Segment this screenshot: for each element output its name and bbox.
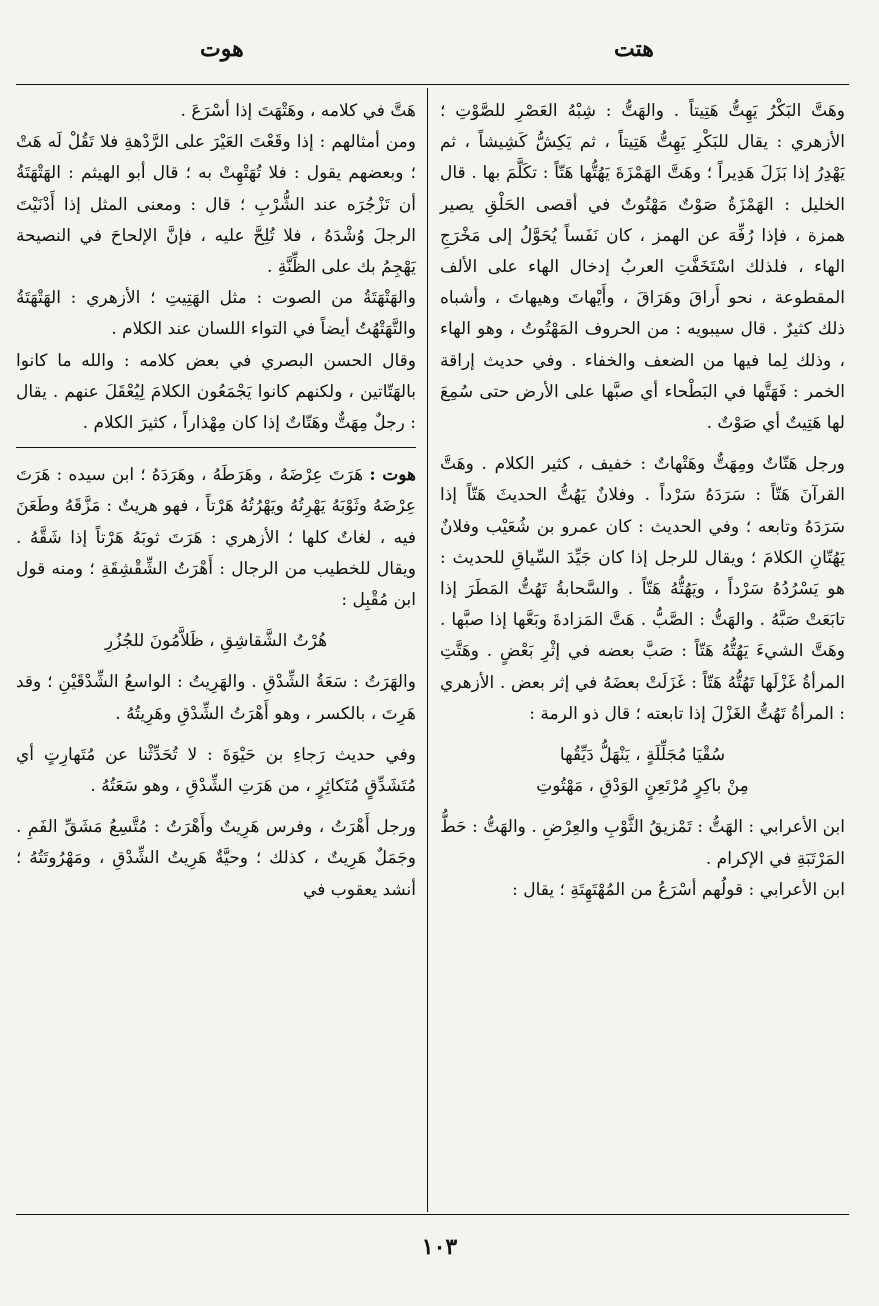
entry-paragraph: وهَتَّ البَكْرُ يَهِتُّ هَتِيتاً . والهَتُّ : شِبْهُ العَصْرِ للصَّوْتِ ؛ الأزهري : يقال للبَكْرِ يَهِتُّ هَتِيتاً ، ثم يَكِشُّ كَشِيشاً ، ثم يَهْدِرُ إذا بَزَلَ هَدِيراً ؛ وهَتَّ الهَمْزَةَ يَهُتُّها هَتّاً : تكَلَّمَ بها . قال الخليل : الهَمْزَةُ صَوْتٌ مَهْتُوتٌ في أقصى الحَلْقِ يصير همزة ، فإذا رُفِّهَ عن الهمز ، كان نَفَساً يُحَوَّلُ إلى مَخْرَجِ الهاء ، فلذلك اسْتَخَفَّتِ العربُ إدخال الهاء على الألف المقطوعة ، نحو أَراقَ وهَرَاقَ ، وأَيْهاتَ وهيهاتَ ، وأشباه ذلك كثيرٌ . قال سيبويه : من الحروف المَهْتُوتُ ، وهو الهاء ، وذلك لِما فيها من الضعف والخفاء . وفي حديث إراقة الخمر : فَهَتَّها في البَطْحاء أي صبَّها على الأرض حتى سُمِعَ لها هَتِيتٌ أي صَوْتٌ . <box>440 101 845 434</box>
poetry-verse: هُرْتُ الشَّقاشِقِ ، ظَلاَّمُونَ للجُزُرِ <box>104 631 328 652</box>
entry-paragraph: ومن أمثالهم : إذا وقَعْتَ العَيْرَ على الرَّدْهةِ فلا تَقُلْ لَه هَتْ ؛ وبعضهم يقول : فلا تُهَتْهِتْ به ؛ قال أبو الهيثم : الهَتْهَتَةُ أن تَزْجُرَه عند الشُّرْبِ ؛ قال : ومعنى المثل إذا أَدْنَيْتَ الرجلَ وُشْدَهُ ، فلا تُلِحَّ عليه ، فإنَّ الإلحاحَ في النصيحة يَهْجِمُ بك على الظِّنَّةِ . <box>16 132 416 278</box>
entry-paragraph <box>16 460 416 616</box>
page-number: ١٠٣ <box>421 1234 458 1260</box>
entry-paragraph: ابن الأعرابي : قولُهم أسْرَعُ من المُهْتَهِتَةِ ؛ يقال : <box>512 879 845 900</box>
headword: هوت : <box>369 465 416 486</box>
entry-separator <box>16 447 416 448</box>
entry-paragraph: ورجل أَهْرَتُ ، وفرس هَرِيتٌ وأَهْرَتُ : مُتَّسِعُ مَشَقِّ الفَمِ . وجَمَلٌ هَرِيتٌ ، كذلك ؛ وحيَّةٌ هَرِيتُ الشِّدْقِ ، ومَهْرُوتَتُهُ ؛ أنشد يعقوب في <box>16 817 416 900</box>
poetry-verse: سُقْيَا مُجَلِّلَةٍ ، يَنْهَلُّ دَيِّقُها <box>559 745 726 766</box>
entry-paragraph: ورجل هَتّاتٌ ومِهَتٌّ وهَتْهاتٌ : خفيف ، كثير الكلام . وهَتَّ القرآنَ هَتّاً : سَرَدَهُ سَرْداً . وفلانٌ يَهُتُّ الحديثَ هَتّاً إذا سَرَدَهُ وتابعه ؛ وفي الحديث : كان عمرو بن شُعَيْب وفلانٌ يَهُتّانِ الكلامَ ؛ ويقال للرجل إذا كان جَيِّدَ السِّياقِ للحديث : هو يَسْرُدُهُ سَرْداً ، ويَهُتُّهُ هَتّاً . والسَّحابةُ تَهُتُّ المَطَرَ إذا تابَعَتْ صَبَّهُ . والهَتُّ : الصَّبُّ . هَتَّ المَزادةَ وبَعَّها إذا صبَّها . وهَتَّ الشيءَ يَهُتُّهُ هَتّاً : صَبَّ بعضه في إثْرِ بَعْضٍ . وهَتَّتِ المرأةُ غَزْلَها تَهُتُّهُ هَتّاً : غَزَلَتْ بعضَهُ في إثر بعض . الأزهري : المرأةُ تَهُتُّ الغَزْلَ إذا تابعته ؛ قال ذو الرمة : <box>440 454 845 724</box>
entry-paragraph: هَتَّ في كلامه ، وهَتْهَتَ إذا أسْرَعَ . <box>180 101 416 121</box>
running-head-left: هوت <box>200 36 244 62</box>
entry-text: هَرَتَ عِرْضَهُ ، وهَرَطَهُ ، وهَرَدَهُ ؛ ابن سيده : هَرَتَ عِرْضَهُ وثَوْبَهُ يَهْرِتُهُ ويَهْرُتُهُ هَرْتاً ، فهو هريتٌ : مَزَّقَهُ وطَعَنَ فيه ، لغاتٌ كلها ؛ الأزهري : هَرَتَ ثوبَهُ هَرْتاً إذا شَقَّهُ . ويقال للخطيب من الرجال : أَهْرَتُ الشِّقْشِقَةِ ؛ ومنه قول ابن مُقْبِل : <box>16 465 416 611</box>
entry-paragraph: ابن الأعرابي : الهَتُّ : تَمْزيقُ الثَّوْبِ والعِرْضِ . والهَتُّ : حَطُّ المَرْتَبَةِ في الإكرام . <box>440 817 845 869</box>
left-column <box>16 96 416 906</box>
entry-paragraph: والهَرَتُ : سَعَةُ الشِّدْقِ . والهَرِيتُ : الواسعُ الشِّدْقَيْنِ ؛ وقد هَرِتَ ، بالكسر ، وهو أَهْرَتُ الشِّدْقِ وهَرِيتُهُ . <box>16 672 416 724</box>
entry-paragraph: وقال الحسن البصري في بعض كلامه : والله ما كانوا بالهَتّاتين ، ولكنهم كانوا يَجْمَعُون الكلامَ لِيُعْقَلَ عنهم . يقال : رجلٌ مِهَتٌّ وهَتّاتٌ إذا كان مِهْذاراً ، كثيرَ الكلام . <box>16 350 416 434</box>
right-column <box>440 96 845 906</box>
column-divider <box>427 88 428 1212</box>
entry-paragraph: والهَتْهَتَةُ من الصوت : مثل الهَتِيتِ ؛ الأزهري : الهَتْهَتَةُ والتَّهَتْهُتُ أيضاً في التواء اللسان عند الكلام . <box>16 288 416 340</box>
footer-rule <box>16 1214 849 1215</box>
running-head-right: هتت <box>614 36 654 62</box>
header-rule <box>16 84 849 85</box>
entry-paragraph: وفي حديث رَجاءِ بن حَيْوَةَ : لا تُحَدِّثْنا عن مُتَهارِتٍ أي مُتَشَدِّقٍ مُتَكاثِرٍ ، من هَرَتِ الشِّدْقِ ، وهو سَعَتُهُ . <box>16 744 416 797</box>
poetry-verse: مِنْ باكِرٍ مُرْتَعِنٍ الوَدْقِ ، مَهْتُوتِ <box>536 776 749 797</box>
